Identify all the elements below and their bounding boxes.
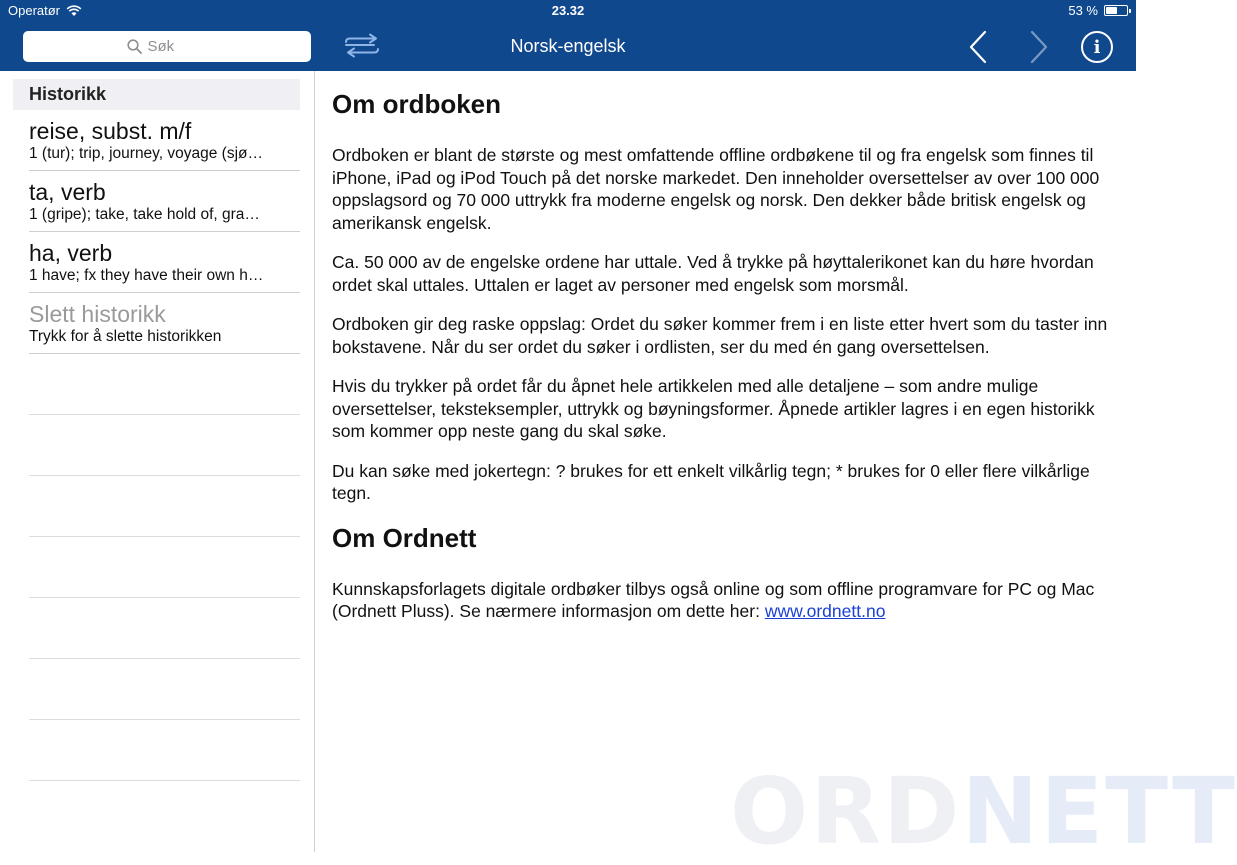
paragraph: Ca. 50 000 av de engelske ordene har uttale. Ved å trykke på høyttalerikonet kan du høre hvordan ordet skal uttales. Uttalen er laget av personer med engelsk som morsmål.: [332, 252, 1094, 295]
info-label: i: [1093, 36, 1101, 58]
history-word: ha, verb: [29, 240, 113, 266]
about-dictionary-heading: Om ordboken: [332, 89, 502, 119]
empty-row: [29, 720, 300, 781]
empty-row: [29, 476, 300, 537]
history-item-reise[interactable]: [29, 110, 300, 171]
battery-info: [1068, 3, 1128, 18]
paragraph: Ordboken er blant de største og mest omfattende offline ordbøkene til og fra engelsk som finnes til iPhone, iPad og iPod Touch på det norske markedet. Den inneholder oversettelser av over 100 000 oppslagsord og 70 000 uttrykk fra moderne engelsk og norsk. Den dekker både britisk engelsk og amerikansk engelsk.: [332, 145, 1100, 233]
search-bar[interactable]: [23, 31, 311, 62]
empty-row: [29, 537, 300, 598]
history-desc: 1 (gripe); take, take hold of, gra…: [29, 206, 260, 223]
history-sidebar: [0, 71, 315, 852]
paragraph: Ordboken gir deg raske oppslag: Ordet du søker kommer frem i en liste etter hvert som du taster inn bokstavene. Når du ser ordet du søker i ordlisten, ser du med én gang oversettelsen.: [332, 314, 1108, 357]
swap-direction-icon[interactable]: [343, 33, 381, 59]
clock: 23.32: [551, 3, 585, 18]
history-word: reise, subst. m/f: [29, 118, 192, 144]
info-icon[interactable]: [1081, 31, 1113, 63]
battery-level: [1106, 7, 1117, 14]
clear-history-label: Slett historikk: [29, 301, 166, 327]
battery-icon: [1104, 5, 1128, 16]
ordnett-paragraph: [332, 578, 1124, 623]
about-ordnett-heading: Om Ordnett: [332, 522, 477, 553]
clear-history-desc: Trykk for å slette historikken: [29, 328, 222, 345]
empty-row: [29, 598, 300, 659]
paragraph: Hvis du trykker på ordet får du åpnet hele artikkelen med alle detaljene – som andre mulige oversettelser, teksteksempler, uttrykk og bøyningsformer. Åpnede artikler lagres i en egen historikk som kommer opp neste gang du skal søke.: [332, 376, 1095, 441]
ordnett-link[interactable]: www.ordnett.no: [764, 601, 886, 621]
ordnett-text: Kunnskapsforlagets digitale ordbøker tilbys også online og som offline programvare for PC og Mac (Ordnett Pluss). Se nærmere informasjon om dette her:: [332, 578, 1095, 621]
article-content: [332, 88, 1124, 640]
search-input[interactable]: [148, 38, 208, 55]
history-desc: 1 have; fx they have their own h…: [29, 267, 264, 284]
paragraph: Du kan søke med jokertegn: ? brukes for ett enkelt vilkårlig tegn; * brukes for 0 eller flere vilkårlige tegn.: [332, 460, 1090, 503]
empty-row: [29, 659, 300, 720]
empty-row: [29, 354, 300, 415]
status-bar: [0, 0, 1136, 22]
history-header: Historikk: [13, 79, 300, 110]
search-icon: [127, 39, 142, 54]
history-word: ta, verb: [29, 179, 106, 205]
page-title: Norsk-engelsk: [510, 36, 626, 56]
carrier-label: Operatør: [8, 3, 61, 18]
chevron-right-icon[interactable]: [1027, 30, 1051, 64]
chevron-left-icon[interactable]: [966, 30, 990, 64]
battery-percent: 53 %: [1068, 3, 1098, 18]
ordnett-watermark-logo: ORDNETT: [730, 758, 1237, 865]
history-item-ta[interactable]: [29, 171, 300, 232]
empty-row: [29, 415, 300, 476]
clear-history-button[interactable]: [29, 293, 300, 354]
history-list: [29, 110, 300, 781]
navigation-bar: [0, 0, 1136, 71]
history-desc: 1 (tur); trip, journey, voyage (sjø…: [29, 145, 264, 162]
history-item-ha[interactable]: [29, 232, 300, 293]
